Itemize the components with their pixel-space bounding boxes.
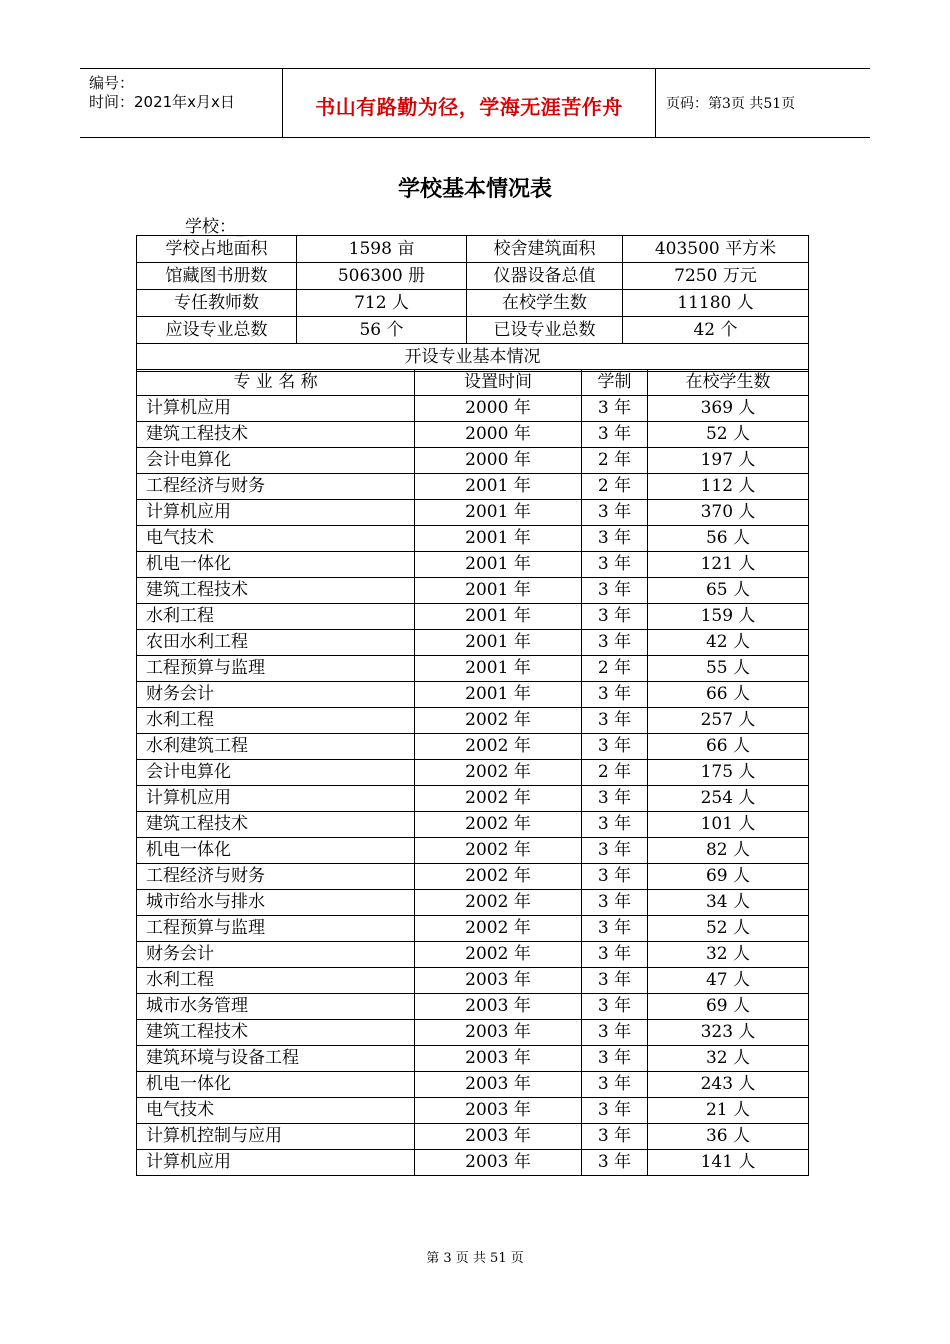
page-title: 学校基本情况表 [397, 177, 552, 202]
setup-time: 2002 年 [415, 786, 582, 812]
setup-time: 2002 年 [415, 812, 582, 838]
duration: 3 年 [582, 968, 648, 994]
major-name: 计算机应用 [137, 786, 415, 812]
table-row [137, 448, 809, 474]
setup-time: 2003 年 [415, 1020, 582, 1046]
table-row [137, 604, 809, 630]
info-label: 在校学生数 [467, 290, 623, 317]
basic-info-body [137, 236, 809, 344]
major-name: 水利建筑工程 [137, 734, 415, 760]
student-count: 34 人 [648, 890, 809, 916]
table-row [137, 578, 809, 604]
table-row [137, 500, 809, 526]
duration: 2 年 [582, 448, 648, 474]
info-label: 已设专业总数 [467, 317, 623, 344]
table-row [137, 994, 809, 1020]
basic-info-row [137, 236, 809, 263]
header-student-count: 在校学生数 [648, 370, 809, 396]
duration: 3 年 [582, 422, 648, 448]
basic-info-row [137, 290, 809, 317]
duration: 3 年 [582, 630, 648, 656]
major-name: 会计电算化 [137, 448, 415, 474]
student-count: 101 人 [648, 812, 809, 838]
table-row [137, 1098, 809, 1124]
student-count: 66 人 [648, 734, 809, 760]
table-row [137, 656, 809, 682]
student-count: 254 人 [648, 786, 809, 812]
duration: 3 年 [582, 1098, 648, 1124]
table-row [137, 396, 809, 422]
major-name: 水利工程 [137, 604, 415, 630]
majors-body [137, 370, 809, 1176]
page-header [80, 68, 870, 138]
duration: 3 年 [582, 890, 648, 916]
setup-time: 2003 年 [415, 1150, 582, 1176]
student-count: 32 人 [648, 1046, 809, 1072]
table-row [137, 630, 809, 656]
basic-info-row [137, 317, 809, 344]
table-row [137, 916, 809, 942]
setup-time: 2003 年 [415, 968, 582, 994]
student-count: 32 人 [648, 942, 809, 968]
table-row [137, 760, 809, 786]
setup-time: 2003 年 [415, 1046, 582, 1072]
duration: 2 年 [582, 474, 648, 500]
setup-time: 2002 年 [415, 890, 582, 916]
major-name: 水利工程 [137, 708, 415, 734]
table-row [137, 1072, 809, 1098]
major-name: 建筑工程技术 [137, 578, 415, 604]
student-count: 370 人 [648, 500, 809, 526]
table-row [137, 1124, 809, 1150]
major-name: 会计电算化 [137, 760, 415, 786]
duration: 3 年 [582, 734, 648, 760]
setup-time: 2001 年 [415, 526, 582, 552]
major-name: 建筑工程技术 [137, 1020, 415, 1046]
table-row [137, 968, 809, 994]
duration: 3 年 [582, 1020, 648, 1046]
duration: 3 年 [582, 786, 648, 812]
duration: 3 年 [582, 994, 648, 1020]
info-value: 7250 万元 [623, 263, 809, 290]
school-label: 学校：_ [185, 217, 245, 237]
duration: 3 年 [582, 838, 648, 864]
major-name: 建筑工程技术 [137, 422, 415, 448]
duration: 3 年 [582, 942, 648, 968]
setup-time: 2002 年 [415, 708, 582, 734]
table-row [137, 1150, 809, 1176]
major-name: 水利工程 [137, 968, 415, 994]
table-row [137, 890, 809, 916]
student-count: 243 人 [648, 1072, 809, 1098]
student-count: 55 人 [648, 656, 809, 682]
info-value: 506300 册 [297, 263, 467, 290]
setup-time: 2000 年 [415, 396, 582, 422]
table-row [137, 864, 809, 890]
major-name: 农田水利工程 [137, 630, 415, 656]
setup-time: 2001 年 [415, 604, 582, 630]
table-row [137, 708, 809, 734]
student-count: 175 人 [648, 760, 809, 786]
student-count: 52 人 [648, 422, 809, 448]
duration: 3 年 [582, 1124, 648, 1150]
table-row [137, 682, 809, 708]
student-count: 323 人 [648, 1020, 809, 1046]
table-row [137, 1020, 809, 1046]
page-footer: 第 3 页 共 51 页 [426, 1251, 524, 1266]
student-count: 65 人 [648, 578, 809, 604]
setup-time: 2000 年 [415, 448, 582, 474]
info-value: 56 个 [297, 317, 467, 344]
duration: 2 年 [582, 760, 648, 786]
student-count: 69 人 [648, 864, 809, 890]
student-count: 69 人 [648, 994, 809, 1020]
setup-time: 2003 年 [415, 1124, 582, 1150]
setup-time: 2001 年 [415, 682, 582, 708]
student-count: 369 人 [648, 396, 809, 422]
table-row [137, 1046, 809, 1072]
setup-time: 2002 年 [415, 760, 582, 786]
duration: 3 年 [582, 578, 648, 604]
document-time-label: 时间：2021年x月x日 [89, 93, 235, 111]
duration: 3 年 [582, 1072, 648, 1098]
majors-section-title: 开设专业基本情况 [137, 344, 809, 372]
setup-time: 2001 年 [415, 656, 582, 682]
student-count: 52 人 [648, 916, 809, 942]
duration: 3 年 [582, 1150, 648, 1176]
header-page-info: 页码：第3页 共51页 [666, 96, 796, 112]
setup-time: 2001 年 [415, 500, 582, 526]
header-motto: 书山有路勤为径，学海无涯苦作舟 [315, 95, 623, 119]
student-count: 56 人 [648, 526, 809, 552]
majors-table [136, 369, 809, 1176]
setup-time: 2002 年 [415, 864, 582, 890]
setup-time: 2001 年 [415, 552, 582, 578]
setup-time: 2001 年 [415, 630, 582, 656]
student-count: 66 人 [648, 682, 809, 708]
major-name: 计算机控制与应用 [137, 1124, 415, 1150]
setup-time: 2002 年 [415, 916, 582, 942]
info-label: 专任教师数 [137, 290, 297, 317]
table-row [137, 812, 809, 838]
info-value: 712 人 [297, 290, 467, 317]
setup-time: 2002 年 [415, 942, 582, 968]
setup-time: 2003 年 [415, 1072, 582, 1098]
major-name: 工程预算与监理 [137, 916, 415, 942]
major-name: 城市给水与排水 [137, 890, 415, 916]
table-row [137, 422, 809, 448]
student-count: 257 人 [648, 708, 809, 734]
major-name: 工程经济与财务 [137, 474, 415, 500]
table-row [137, 942, 809, 968]
setup-time: 2001 年 [415, 474, 582, 500]
student-count: 42 人 [648, 630, 809, 656]
info-value: 11180 人 [623, 290, 809, 317]
document-number-label: 编号： [89, 74, 135, 92]
duration: 3 年 [582, 916, 648, 942]
header-setup-time: 设置时间 [415, 370, 582, 396]
major-name: 建筑环境与设备工程 [137, 1046, 415, 1072]
setup-time: 2003 年 [415, 994, 582, 1020]
major-name: 工程预算与监理 [137, 656, 415, 682]
setup-time: 2002 年 [415, 838, 582, 864]
info-value: 1598 亩 [297, 236, 467, 263]
major-name: 财务会计 [137, 682, 415, 708]
major-name: 工程经济与财务 [137, 864, 415, 890]
student-count: 82 人 [648, 838, 809, 864]
duration: 3 年 [582, 604, 648, 630]
table-row [137, 734, 809, 760]
header-meta-cell [80, 69, 283, 137]
major-name: 机电一体化 [137, 838, 415, 864]
info-value: 403500 平方米 [623, 236, 809, 263]
student-count: 112 人 [648, 474, 809, 500]
major-name: 机电一体化 [137, 1072, 415, 1098]
setup-time: 2003 年 [415, 1098, 582, 1124]
info-label: 仪器设备总值 [467, 263, 623, 290]
header-page-cell [656, 69, 870, 137]
duration: 3 年 [582, 526, 648, 552]
info-label: 学校占地面积 [137, 236, 297, 263]
student-count: 197 人 [648, 448, 809, 474]
table-row [137, 838, 809, 864]
major-name: 计算机应用 [137, 396, 415, 422]
table-row [137, 526, 809, 552]
table-row [137, 786, 809, 812]
duration: 3 年 [582, 708, 648, 734]
major-name: 城市水务管理 [137, 994, 415, 1020]
major-name: 计算机应用 [137, 1150, 415, 1176]
header-duration: 学制 [582, 370, 648, 396]
duration: 3 年 [582, 864, 648, 890]
duration: 3 年 [582, 1046, 648, 1072]
major-name: 电气技术 [137, 526, 415, 552]
setup-time: 2001 年 [415, 578, 582, 604]
majors-header-row [137, 370, 809, 396]
student-count: 36 人 [648, 1124, 809, 1150]
header-major-name: 专 业 名 称 [137, 370, 415, 396]
duration: 3 年 [582, 500, 648, 526]
header-motto-cell [283, 69, 656, 137]
setup-time: 2002 年 [415, 734, 582, 760]
setup-time: 2000 年 [415, 422, 582, 448]
duration: 3 年 [582, 812, 648, 838]
major-name: 机电一体化 [137, 552, 415, 578]
basic-info-table [136, 235, 809, 372]
info-label: 馆藏图书册数 [137, 263, 297, 290]
duration: 2 年 [582, 656, 648, 682]
duration: 3 年 [582, 682, 648, 708]
major-name: 电气技术 [137, 1098, 415, 1124]
basic-info-row [137, 263, 809, 290]
table-row [137, 552, 809, 578]
student-count: 21 人 [648, 1098, 809, 1124]
student-count: 159 人 [648, 604, 809, 630]
student-count: 141 人 [648, 1150, 809, 1176]
duration: 3 年 [582, 396, 648, 422]
major-name: 财务会计 [137, 942, 415, 968]
info-value: 42 个 [623, 317, 809, 344]
table-row [137, 474, 809, 500]
info-label: 应设专业总数 [137, 317, 297, 344]
student-count: 121 人 [648, 552, 809, 578]
info-label: 校舍建筑面积 [467, 236, 623, 263]
student-count: 47 人 [648, 968, 809, 994]
duration: 3 年 [582, 552, 648, 578]
major-name: 计算机应用 [137, 500, 415, 526]
major-name: 建筑工程技术 [137, 812, 415, 838]
